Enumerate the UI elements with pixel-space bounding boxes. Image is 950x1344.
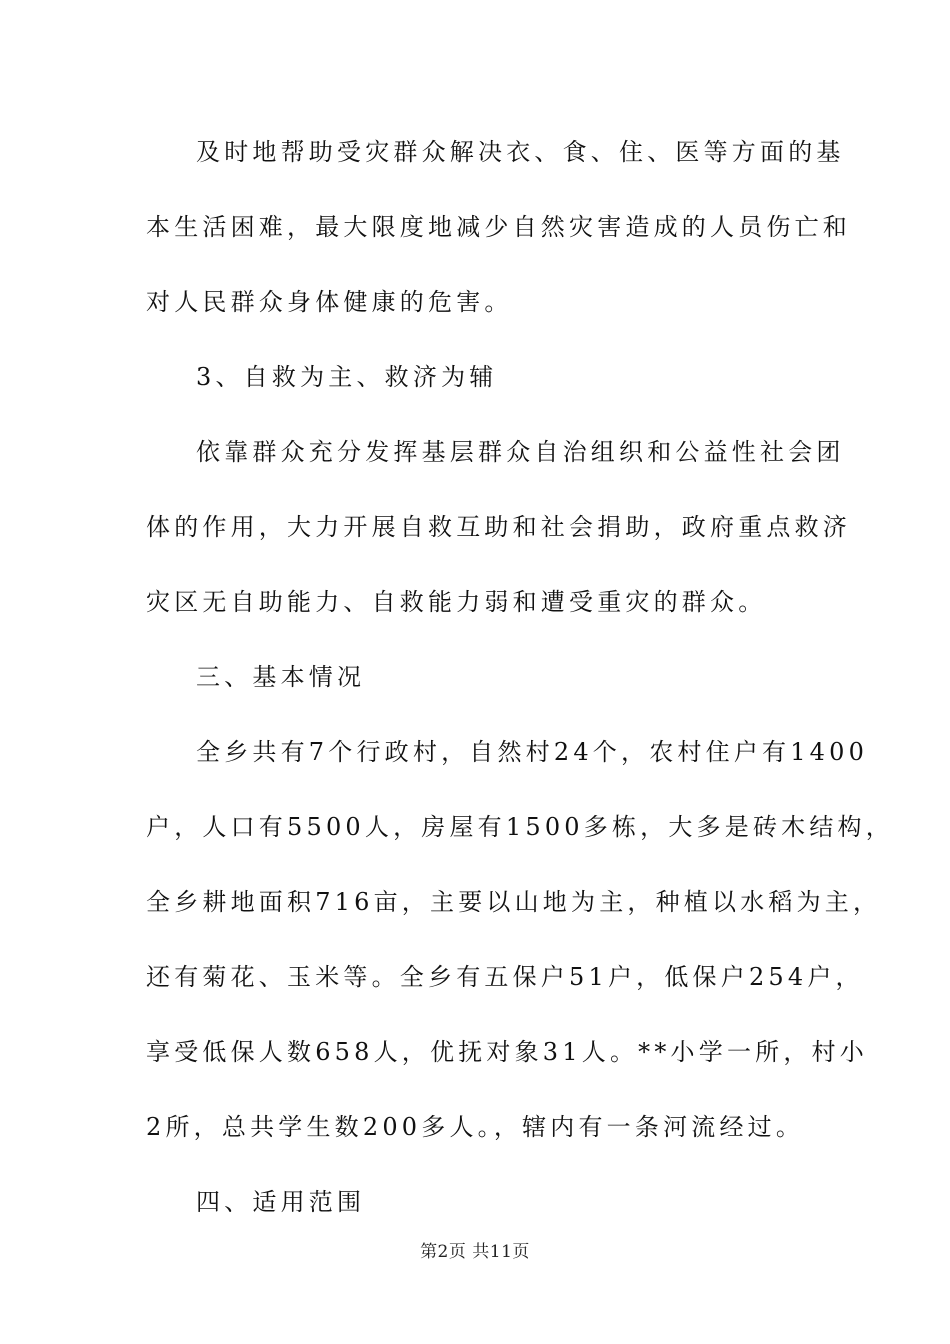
paragraph-line: 全乡共有7个行政村，自然村24个，农村住户有1400: [196, 738, 869, 766]
paragraph-line: 本生活困难，最大限度地减少自然灾害造成的人员伤亡和: [146, 213, 851, 241]
paragraph-line: 还有菊花、玉米等。全乡有五保户51户，低保户254户，: [146, 963, 864, 991]
paragraph-line: 享受低保人数658人，优抚对象31人。**小学一所，村小: [146, 1038, 868, 1066]
paragraph-line: 依靠群众充分发挥基层群众自治组织和公益性社会团: [196, 438, 845, 466]
paragraph-line: 及时地帮助受灾群众解决衣、食、住、医等方面的基: [196, 138, 845, 166]
section-heading: 四、适用范围: [196, 1188, 366, 1216]
paragraph-line: 全乡耕地面积716亩，主要以山地为主，种植以水稻为主，: [146, 888, 882, 916]
section-heading: 3、自救为主、救济为辅: [196, 363, 498, 391]
paragraph-line: 体的作用，大力开展自救互助和社会捐助，政府重点救济: [146, 513, 851, 541]
paragraph-line: 灾区无自助能力、自救能力弱和遭受重灾的群众。: [146, 588, 767, 616]
paragraph-line: 户，人口有5500人，房屋有1500多栋，大多是砖木结构，: [146, 813, 894, 841]
section-heading: 三、基本情况: [196, 663, 366, 691]
paragraph-line: 对人民群众身体健康的危害。: [146, 288, 513, 316]
paragraph-line: 2所，总共学生数200多人。，辖内有一条河流经过。: [146, 1113, 805, 1141]
page-number-footer: 第2页 共11页: [420, 1242, 530, 1262]
